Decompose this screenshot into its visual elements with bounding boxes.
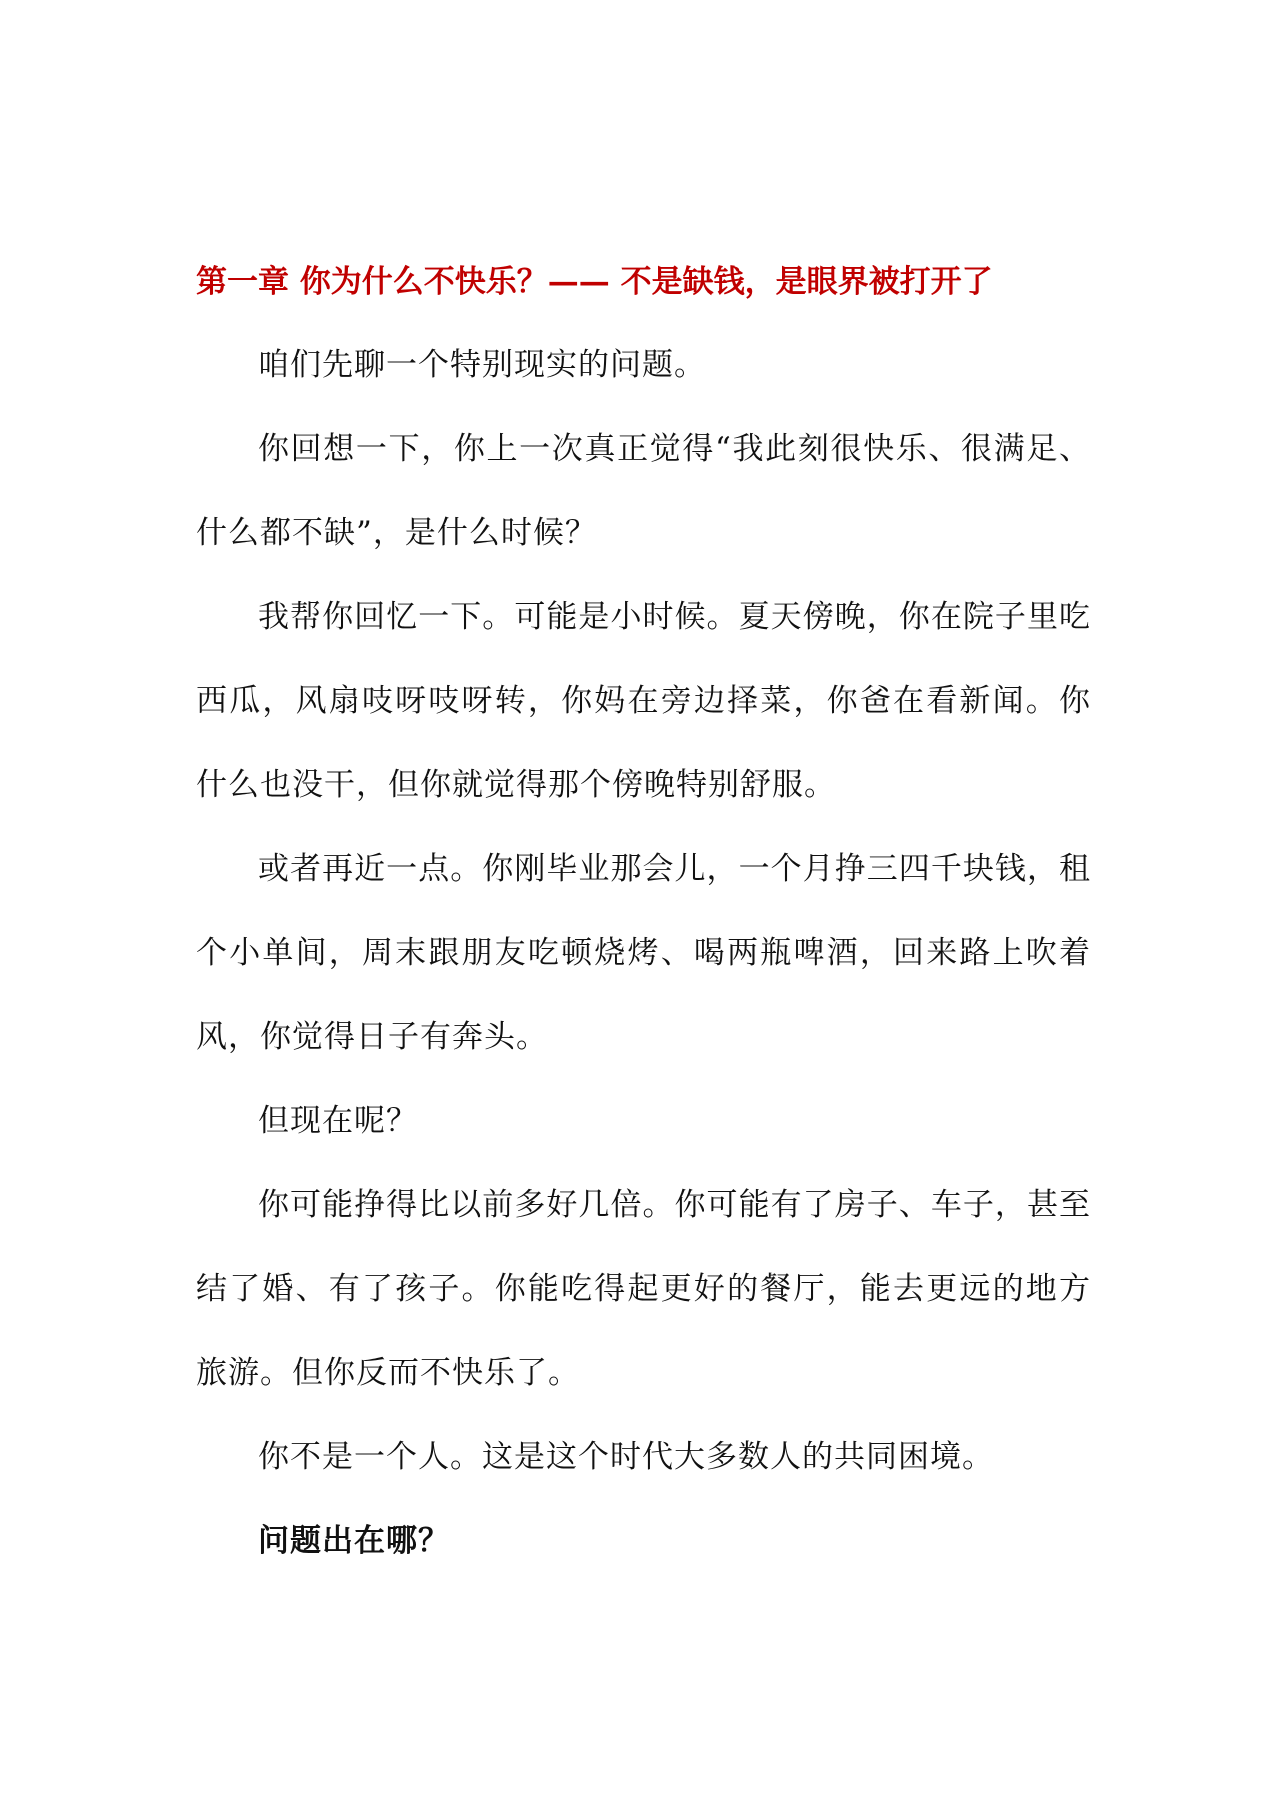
paragraph-4: 或者再近一点。你刚毕业那会儿，一个月挣三四千块钱，租个小单间，周末跟朋友吃顿烧烤、喝两瓶啤酒，回来路上吹着风，你觉得日子有奔头。: [196, 851, 1091, 1055]
paragraph-6: 你可能挣得比以前多好几倍。你可能有了房子、车子，甚至结了婚、有了孩子。你能吃得起更好的餐厅，能去更远的地方旅游。但你反而不快乐了。: [196, 1187, 1091, 1391]
paragraph-3: 我帮你回忆一下。可能是小时候。夏天傍晚，你在院子里吃西瓜，风扇吱呀吱呀转，你妈在旁边择菜，你爸在看新闻。你什么也没干，但你就觉得那个傍晚特别舒服。: [196, 599, 1091, 803]
paragraph-1: 咱们先聊一个特别现实的问题。: [258, 347, 706, 383]
section-heading: 问题出在哪？: [258, 1523, 450, 1559]
paragraph-5: 但现在呢？: [258, 1103, 418, 1139]
chapter-title: 第一章 你为什么不快乐？—— 不是缺钱，是眼界被打开了: [196, 264, 993, 300]
paragraph-2: 你回想一下，你上一次真正觉得“我此刻很快乐、很满足、什么都不缺”，是什么时候？: [196, 431, 1091, 551]
paragraph-7: 你不是一个人。这是这个时代大多数人的共同困境。: [258, 1439, 994, 1475]
page-content: [196, 255, 1091, 1583]
